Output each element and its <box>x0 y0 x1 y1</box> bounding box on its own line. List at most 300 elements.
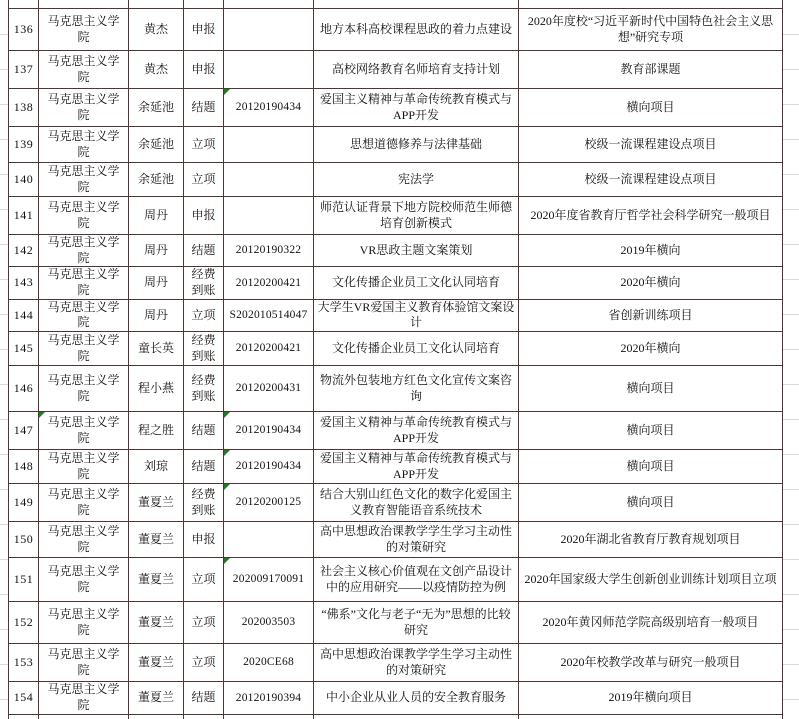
code-cell[interactable] <box>224 89 314 126</box>
code-cell-text: 20120190434 <box>235 460 302 473</box>
status-cell-text: 申报 <box>191 21 216 36</box>
table-row <box>9 51 783 89</box>
row-number-cell[interactable] <box>9 197 39 234</box>
row-number-cell[interactable] <box>9 163 39 196</box>
status-cell-text: 结题 <box>191 99 216 114</box>
category-cell-text: 校级一流课程建设点项目 <box>584 136 717 151</box>
title-cell[interactable] <box>314 267 519 298</box>
name-cell[interactable] <box>129 682 184 714</box>
empty-cell[interactable] <box>224 0 314 8</box>
table-row <box>9 682 783 715</box>
row-number-cell[interactable] <box>9 602 39 643</box>
category-cell-text: 2020年校教学改革与研究一般项目 <box>560 654 741 669</box>
table-row <box>9 9 783 51</box>
table-row <box>9 332 783 366</box>
table-row <box>9 602 783 644</box>
college-cell-text: 马克思主义学院 <box>47 523 120 554</box>
name-cell-text: 童长英 <box>137 340 174 355</box>
category-cell-text: 2020年黄冈师范学院高级别培育一般项目 <box>542 614 759 629</box>
title-cell[interactable] <box>314 558 519 601</box>
code-cell[interactable] <box>224 558 314 601</box>
row-number-cell-text: 154 <box>13 690 34 705</box>
row-number-cell[interactable] <box>9 522 39 557</box>
code-cell-text: 202009170091 <box>232 573 305 586</box>
table-row <box>9 127 783 163</box>
category-cell[interactable] <box>519 644 783 681</box>
category-cell[interactable] <box>519 300 783 331</box>
category-cell[interactable] <box>519 450 783 483</box>
college-cell-text: 马克思主义学院 <box>47 235 120 265</box>
row-number-cell[interactable] <box>9 127 39 162</box>
college-cell-text: 马克思主义学院 <box>47 563 120 594</box>
table-row <box>9 558 783 602</box>
title-cell[interactable] <box>314 235 519 266</box>
code-cell[interactable] <box>224 9 314 50</box>
college-cell-text: 马克思主义学院 <box>47 682 120 712</box>
college-cell[interactable] <box>39 300 129 331</box>
college-cell-text: 马克思主义学院 <box>47 13 120 44</box>
empty-cell[interactable] <box>39 715 129 719</box>
status-cell[interactable] <box>184 51 224 88</box>
empty-cell[interactable] <box>9 0 39 8</box>
title-cell[interactable] <box>314 89 519 126</box>
empty-cell[interactable] <box>519 715 783 719</box>
title-cell[interactable] <box>314 9 519 50</box>
status-cell[interactable] <box>184 197 224 234</box>
college-cell[interactable] <box>39 235 129 266</box>
name-cell[interactable] <box>129 484 184 521</box>
status-cell-text: 经费到账 <box>191 332 216 363</box>
row-number-cell[interactable] <box>9 51 39 88</box>
college-cell-text: 马克思主义学院 <box>47 299 120 330</box>
row-number-cell-text: 146 <box>13 380 34 395</box>
row-number-cell[interactable] <box>9 366 39 411</box>
status-cell[interactable] <box>184 300 224 331</box>
row-number-cell-text: 139 <box>13 136 34 151</box>
title-cell[interactable] <box>314 412 519 449</box>
status-cell[interactable] <box>184 235 224 266</box>
status-cell[interactable] <box>184 89 224 126</box>
code-cell-text: 202003503 <box>241 616 296 629</box>
row-number-cell-text: 137 <box>13 61 34 76</box>
status-cell-text: 立项 <box>191 614 216 629</box>
code-cell[interactable] <box>224 300 314 331</box>
college-cell-text: 马克思主义学院 <box>47 372 120 403</box>
projects-table <box>8 0 783 719</box>
name-cell-text: 董夏兰 <box>137 571 174 586</box>
status-cell-text: 结题 <box>191 690 216 705</box>
status-cell[interactable] <box>184 522 224 557</box>
status-cell[interactable] <box>184 9 224 50</box>
name-cell-text: 余延池 <box>137 171 174 186</box>
college-cell[interactable] <box>39 89 129 126</box>
table-row <box>9 450 783 484</box>
code-cell[interactable] <box>224 366 314 411</box>
row-number-cell-text: 138 <box>13 99 34 114</box>
name-cell[interactable] <box>129 89 184 126</box>
error-indicator-icon <box>224 412 230 418</box>
category-cell[interactable] <box>519 602 783 643</box>
code-cell[interactable] <box>224 267 314 298</box>
code-cell-text: 20120200431 <box>235 382 302 395</box>
row-number-cell[interactable] <box>9 267 39 298</box>
row-number-cell-text: 150 <box>13 531 34 546</box>
status-cell-text: 申报 <box>191 531 216 546</box>
title-cell[interactable] <box>314 644 519 681</box>
row-number-cell[interactable] <box>9 300 39 331</box>
college-cell[interactable] <box>39 197 129 234</box>
empty-cell[interactable] <box>39 0 129 8</box>
name-cell[interactable] <box>129 644 184 681</box>
category-cell[interactable] <box>519 163 783 196</box>
college-cell-text: 马克思主义学院 <box>47 267 120 298</box>
table-row <box>9 484 783 522</box>
empty-cell[interactable] <box>184 715 224 719</box>
row-number-cell-text: 153 <box>13 654 34 669</box>
status-cell[interactable] <box>184 682 224 714</box>
table-row <box>9 522 783 558</box>
name-cell[interactable] <box>129 267 184 298</box>
category-cell-text: 横向项目 <box>626 458 675 473</box>
empty-cell[interactable] <box>519 0 783 8</box>
status-cell[interactable] <box>184 412 224 449</box>
college-cell[interactable] <box>39 332 129 365</box>
table-row <box>9 235 783 267</box>
category-cell[interactable] <box>519 558 783 601</box>
category-cell-text: 2020年横向 <box>620 340 681 355</box>
title-cell-text: 结合大别山红色文化的数字化爱国主义教育智能语音系统技术 <box>319 486 512 517</box>
row-number-cell-text: 145 <box>13 340 34 355</box>
title-cell-text: 高中思想政治课教学学生学习主动性的对策研究 <box>319 523 512 554</box>
left-margin <box>0 0 8 719</box>
code-cell[interactable] <box>224 163 314 196</box>
title-cell[interactable] <box>314 602 519 643</box>
status-cell[interactable] <box>184 558 224 601</box>
status-cell[interactable] <box>184 127 224 162</box>
status-cell[interactable] <box>184 163 224 196</box>
row-number-cell[interactable] <box>9 682 39 714</box>
category-cell[interactable] <box>519 51 783 88</box>
name-cell-text: 余延池 <box>137 99 174 114</box>
name-cell-text: 余延池 <box>137 136 174 151</box>
code-cell[interactable] <box>224 235 314 266</box>
row-number-cell-text: 141 <box>13 207 34 222</box>
empty-cell[interactable] <box>184 0 224 8</box>
college-cell[interactable] <box>39 602 129 643</box>
category-cell-text: 教育部课题 <box>620 61 681 76</box>
title-cell-text: 中小企业从业人员的安全教育服务 <box>325 690 506 705</box>
name-cell[interactable] <box>129 9 184 50</box>
college-cell[interactable] <box>39 682 129 714</box>
category-cell[interactable] <box>519 9 783 50</box>
code-cell[interactable] <box>224 51 314 88</box>
name-cell[interactable] <box>129 300 184 331</box>
status-cell-text: 经费到账 <box>191 372 216 403</box>
category-cell[interactable] <box>519 197 783 234</box>
title-cell[interactable] <box>314 450 519 483</box>
title-cell[interactable] <box>314 332 519 365</box>
table-row <box>9 412 783 450</box>
row-number-cell-text: 136 <box>13 21 34 36</box>
college-cell[interactable] <box>39 450 129 483</box>
code-cell[interactable] <box>224 602 314 643</box>
name-cell-text: 黄杰 <box>143 61 168 76</box>
code-cell-text: 2020CE68 <box>243 656 294 669</box>
partial-row-bottom <box>9 715 783 719</box>
category-cell-text: 横向项目 <box>626 494 675 509</box>
name-cell-text: 周丹 <box>143 207 168 222</box>
category-cell-text: 省创新训练项目 <box>608 307 693 322</box>
code-cell-text: 20120200125 <box>235 496 302 509</box>
code-cell-text: 20120200421 <box>235 276 302 289</box>
table-row <box>9 267 783 299</box>
title-cell-text: 文化传播企业员工文化认同培育 <box>331 340 500 355</box>
title-cell-text: 思想道德修养与法律基础 <box>349 136 482 151</box>
college-cell-text: 马克思主义学院 <box>47 414 120 445</box>
code-cell[interactable] <box>224 412 314 449</box>
right-margin <box>783 0 799 719</box>
title-cell-text: 高校网络教育名师培育支持计划 <box>331 61 500 76</box>
name-cell[interactable] <box>129 235 184 266</box>
category-cell[interactable] <box>519 332 783 365</box>
row-number-cell[interactable] <box>9 9 39 50</box>
title-cell[interactable] <box>314 682 519 714</box>
title-cell-text: 爱国主义精神与革命传统教育模式与APP开发 <box>319 414 512 445</box>
status-cell-text: 立项 <box>191 136 216 151</box>
college-cell[interactable] <box>39 51 129 88</box>
category-cell-text: 2019年横向项目 <box>608 690 693 705</box>
status-cell-text: 立项 <box>191 571 216 586</box>
row-number-cell-text: 144 <box>13 307 34 322</box>
college-cell-text: 马克思主义学院 <box>47 53 120 84</box>
name-cell[interactable] <box>129 197 184 234</box>
name-cell[interactable] <box>129 522 184 557</box>
college-cell-text: 马克思主义学院 <box>47 606 120 637</box>
college-cell-text: 马克思主义学院 <box>47 450 120 481</box>
category-cell-text: 校级一流课程建设点项目 <box>584 171 717 186</box>
empty-cell[interactable] <box>224 715 314 719</box>
title-cell[interactable] <box>314 366 519 411</box>
title-cell-text: 文化传播企业员工文化认同培育 <box>331 275 500 290</box>
college-cell-text: 马克思主义学院 <box>47 646 120 677</box>
name-cell[interactable] <box>129 51 184 88</box>
status-cell-text: 经费到账 <box>191 486 216 517</box>
error-indicator-icon <box>224 558 230 564</box>
error-indicator-icon <box>224 450 230 456</box>
status-cell-text: 结题 <box>191 422 216 437</box>
college-cell[interactable] <box>39 484 129 521</box>
status-cell[interactable] <box>184 450 224 483</box>
title-cell-text: 大学生VR爱国主义教育体验馆文案设计 <box>317 299 515 330</box>
category-cell[interactable] <box>519 682 783 714</box>
name-cell[interactable] <box>129 450 184 483</box>
college-cell-text: 马克思主义学院 <box>47 128 120 159</box>
name-cell[interactable] <box>129 127 184 162</box>
name-cell[interactable] <box>129 332 184 365</box>
row-number-cell-text: 149 <box>13 494 34 509</box>
college-cell[interactable] <box>39 558 129 601</box>
title-cell[interactable] <box>314 127 519 162</box>
name-cell[interactable] <box>129 412 184 449</box>
title-cell-text: 高中思想政治课教学学生学习主动性的对策研究 <box>319 646 512 677</box>
code-cell[interactable] <box>224 197 314 234</box>
status-cell[interactable] <box>184 332 224 365</box>
error-indicator-icon <box>224 89 230 95</box>
category-cell[interactable] <box>519 366 783 411</box>
category-cell[interactable] <box>519 522 783 557</box>
title-cell-text: 宪法学 <box>397 171 434 186</box>
row-number-cell[interactable] <box>9 644 39 681</box>
category-cell[interactable] <box>519 484 783 521</box>
row-number-cell-text: 140 <box>13 171 34 186</box>
title-cell-text: 社会主义核心价值观在文创产品设计中的应用研究——以疫情防控为例 <box>319 563 512 594</box>
status-cell-text: 申报 <box>191 61 216 76</box>
table-row <box>9 366 783 412</box>
category-cell-text: 2020年度省教育厅哲学社会科学研究一般项目 <box>530 207 771 222</box>
title-cell-text: VR思政主题文案策划 <box>359 242 473 257</box>
college-cell[interactable] <box>39 366 129 411</box>
title-cell[interactable] <box>314 484 519 521</box>
status-cell[interactable] <box>184 644 224 681</box>
status-cell-text: 立项 <box>191 654 216 669</box>
name-cell-text: 周丹 <box>143 307 168 322</box>
status-cell-text: 立项 <box>191 171 216 186</box>
code-cell-text: 20120190322 <box>235 244 302 257</box>
row-number-cell[interactable] <box>9 235 39 266</box>
category-cell[interactable] <box>519 235 783 266</box>
name-cell-text: 黄杰 <box>143 21 168 36</box>
title-cell-text: 地方本科高校课程思政的着力点建设 <box>319 21 512 36</box>
category-cell-text: 2020年国家级大学生创新创业训练计划项目立项 <box>524 571 777 586</box>
row-number-cell-text: 148 <box>13 458 34 473</box>
empty-cell[interactable] <box>9 715 39 719</box>
name-cell-text: 董夏兰 <box>137 654 174 669</box>
name-cell-text: 刘琼 <box>143 458 168 473</box>
row-number-cell-text: 151 <box>13 571 34 586</box>
college-cell[interactable] <box>39 522 129 557</box>
title-cell[interactable] <box>314 300 519 331</box>
category-cell-text: 横向项目 <box>626 380 675 395</box>
row-number-cell[interactable] <box>9 412 39 449</box>
name-cell[interactable] <box>129 558 184 601</box>
code-cell[interactable] <box>224 484 314 521</box>
college-cell[interactable] <box>39 267 129 298</box>
status-cell-text: 立项 <box>191 307 216 322</box>
category-cell-text: 2019年横向 <box>620 242 681 257</box>
name-cell-text: 董夏兰 <box>137 614 174 629</box>
title-cell-text: “佛系”文化与老子“无为”思想的比较研究 <box>321 606 511 637</box>
college-cell[interactable] <box>39 412 129 449</box>
status-cell[interactable] <box>184 267 224 298</box>
title-cell[interactable] <box>314 197 519 234</box>
name-cell[interactable] <box>129 366 184 411</box>
status-cell[interactable] <box>184 484 224 521</box>
status-cell-text: 结题 <box>191 458 216 473</box>
row-number-cell[interactable] <box>9 484 39 521</box>
partial-row-top <box>9 0 783 9</box>
college-cell-text: 马克思主义学院 <box>47 91 120 122</box>
college-cell[interactable] <box>39 9 129 50</box>
category-cell[interactable] <box>519 267 783 298</box>
row-number-cell-text: 143 <box>13 275 34 290</box>
category-cell-text: 2020年横向 <box>620 275 681 290</box>
title-cell-text: 爱国主义精神与革命传统教育模式与APP开发 <box>319 91 512 122</box>
title-cell[interactable] <box>314 522 519 557</box>
college-cell-text: 马克思主义学院 <box>47 199 120 230</box>
table-row <box>9 197 783 235</box>
code-cell[interactable] <box>224 644 314 681</box>
category-cell-text: 2020年湖北省教育厅教育规划项目 <box>560 531 741 546</box>
category-cell[interactable] <box>519 127 783 162</box>
table-row <box>9 89 783 127</box>
category-cell-text: 横向项目 <box>626 99 675 114</box>
status-cell[interactable] <box>184 602 224 643</box>
code-cell[interactable] <box>224 522 314 557</box>
row-number-cell[interactable] <box>9 450 39 483</box>
row-number-cell[interactable] <box>9 89 39 126</box>
code-cell[interactable] <box>224 682 314 714</box>
title-cell-text: 物流外包装地方红色文化宣传文案咨询 <box>319 372 512 403</box>
college-cell-text: 马克思主义学院 <box>47 332 120 363</box>
title-cell[interactable] <box>314 51 519 88</box>
college-cell-text: 马克思主义学院 <box>47 163 120 194</box>
status-cell-text: 结题 <box>191 242 216 257</box>
name-cell[interactable] <box>129 163 184 196</box>
row-number-cell[interactable] <box>9 558 39 601</box>
row-number-cell-text: 142 <box>13 242 34 257</box>
college-cell[interactable] <box>39 644 129 681</box>
name-cell-text: 董夏兰 <box>137 494 174 509</box>
row-number-cell-text: 152 <box>13 614 34 629</box>
name-cell-text: 董夏兰 <box>137 531 174 546</box>
code-cell-text: S202010514047 <box>229 308 308 321</box>
college-cell[interactable] <box>39 163 129 196</box>
name-cell[interactable] <box>129 602 184 643</box>
empty-cell[interactable] <box>129 715 184 719</box>
table-row <box>9 300 783 332</box>
title-cell-text: 爱国主义精神与革命传统教育模式与APP开发 <box>319 450 512 481</box>
error-indicator-icon <box>39 412 45 418</box>
code-cell[interactable] <box>224 332 314 365</box>
row-number-cell[interactable] <box>9 332 39 365</box>
table-row <box>9 163 783 197</box>
category-cell[interactable] <box>519 89 783 126</box>
college-cell[interactable] <box>39 127 129 162</box>
code-cell-text: 20120190434 <box>235 101 302 114</box>
title-cell-text: 师范认证背景下地方院校师范生师德培育创新模式 <box>319 199 512 230</box>
name-cell-text: 程之胜 <box>137 422 174 437</box>
status-cell[interactable] <box>184 366 224 411</box>
code-cell-text: 20120190434 <box>235 424 302 437</box>
name-cell-text: 周丹 <box>143 275 168 290</box>
code-cell-text: 20120190394 <box>235 691 302 704</box>
category-cell-text: 横向项目 <box>626 422 675 437</box>
row-number-cell-text: 147 <box>13 422 34 437</box>
error-indicator-icon <box>224 484 230 490</box>
table-row <box>9 644 783 682</box>
name-cell-text: 周丹 <box>143 242 168 257</box>
code-cell[interactable] <box>224 127 314 162</box>
status-cell-text: 经费到账 <box>191 267 216 298</box>
empty-cell[interactable] <box>129 0 184 8</box>
code-cell[interactable] <box>224 450 314 483</box>
category-cell-text: 2020年度校“习近平新时代中国特色社会主义思想”研究专项 <box>527 13 774 44</box>
name-cell-text: 董夏兰 <box>137 690 174 705</box>
category-cell[interactable] <box>519 412 783 449</box>
empty-cell[interactable] <box>314 0 519 8</box>
title-cell[interactable] <box>314 163 519 196</box>
empty-cell[interactable] <box>314 715 519 719</box>
